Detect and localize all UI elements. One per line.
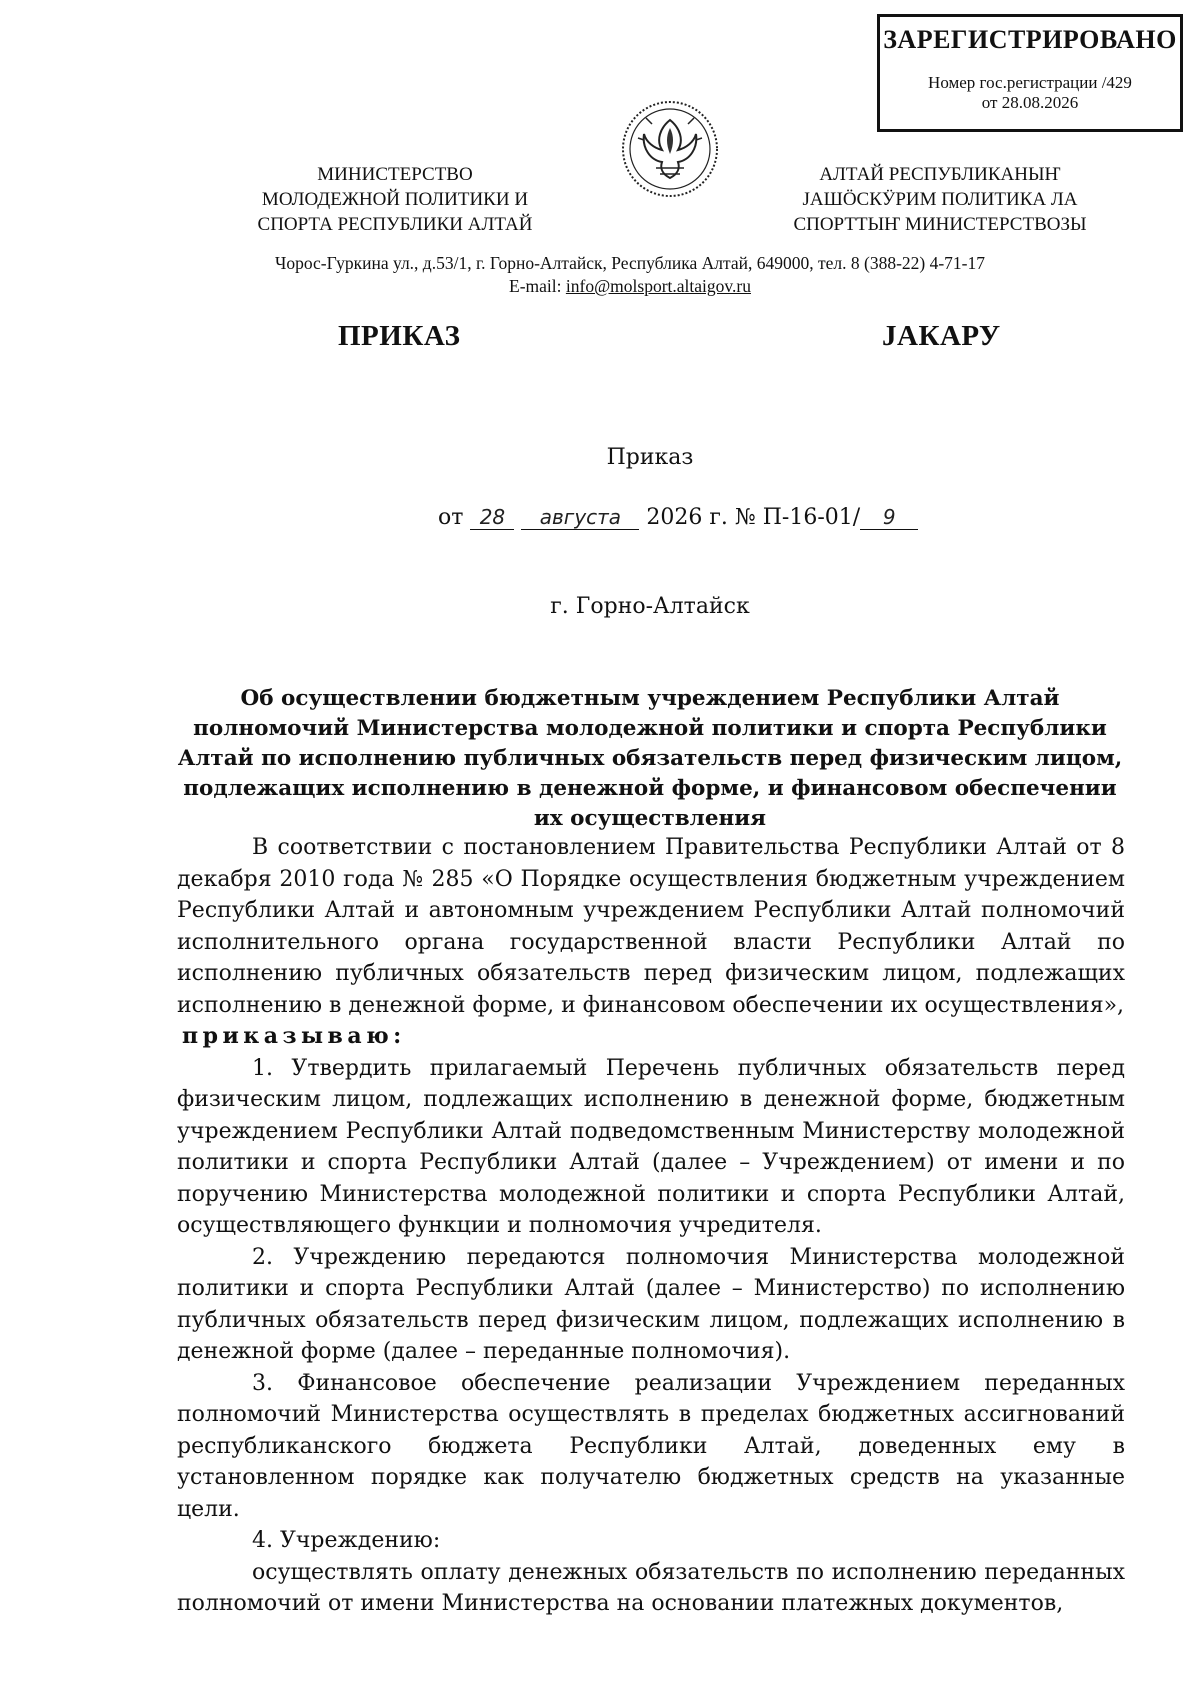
email-label: E-mail: xyxy=(509,276,562,296)
handwritten-month: августа xyxy=(521,505,639,530)
orders-word-paragraph xyxy=(177,1021,1125,1053)
altai-republic-emblem-icon xyxy=(616,98,724,200)
handwritten-order-number: 9 xyxy=(860,505,918,530)
registration-stamp-title: ЗАРЕГИСТРИРОВАНО xyxy=(883,25,1177,54)
ministry-name-altai xyxy=(770,162,1110,237)
order-body xyxy=(177,832,1125,1620)
order-city: г. Горно-Алтайск xyxy=(550,594,750,619)
date-prefix: от xyxy=(438,505,464,530)
address-line: Чорос-Гуркина ул., д.53/1, г. Горно-Алтайск, Республика Алтай, 649000, тел. 8 (388-22) 4-71-17 xyxy=(274,253,986,273)
clause-2: 2. Учреждению передаются полномочия Министерства молодежной политики и спорта Республики Алтай (далее – Министерство) по исполнению публичных обязательств перед физическим лицом, подлежащих исполнению в денежной форме (далее – переданные полномочия). xyxy=(177,1244,1125,1364)
orders-word: приказываю: xyxy=(182,1023,406,1049)
registration-number: Номер гос.регистрации /429 xyxy=(928,73,1132,92)
clause-3: 3. Финансовое обеспечение реализации Учреждением переданных полномочий Министерства осуществлять в пределах бюджетных ассигнований республиканского бюджета Республики Алтай, доведенных ему в установленном порядке как получателю бюджетных средств на указанные цели. xyxy=(177,1370,1125,1522)
doc-type-altai: ЈАКАРУ xyxy=(882,320,1001,352)
doc-type-russian: ПРИКАЗ xyxy=(338,320,461,352)
order-heading: Приказ xyxy=(606,445,694,470)
order-subject: Об осуществлении бюджетным учреждением Республики Алтай полномочий Министерства молодежной политики и спорта Республики Алтай по исполнению публичных обязательств перед физическим лицом, подлежащих исполнению в денежной форме, и финансовом обеспечении их осуществления xyxy=(177,686,1123,831)
ministry-name-russian xyxy=(230,162,560,237)
registration-stamp xyxy=(877,14,1183,132)
preamble-paragraph: В соответствии с постановлением Правительства Республики Алтай от 8 декабря 2010 года № 285 «О Порядке осуществления бюджетным учреждением Республики Алтай и автономным учреждением Республики Алтай полномочий исполнительного органа государственной власти Республики Алтай по исполнению публичных обязательств перед физическим лицом, подлежащих исполнению в денежной форме, и финансовом обеспечении их осуществления», xyxy=(177,835,1125,1018)
year-and-number: 2026 г. № П-16-01/ xyxy=(646,505,861,530)
ministry-ru-line-2: МОЛОДЕЖНОЙ ПОЛИТИКИ И xyxy=(261,189,529,210)
ministry-alt-line-2: ЈАШӦСКӰРИМ ПОЛИТИКА ЛА xyxy=(802,189,1078,210)
registration-date: от 28.08.2026 xyxy=(981,93,1079,112)
clause-4: 4. Учреждению: xyxy=(252,1528,441,1553)
email-line xyxy=(150,275,1110,298)
ministry-ru-line-3: СПОРТА РЕСПУБЛИКИ АЛТАЙ xyxy=(257,214,533,235)
email-link[interactable]: info@molsport.altaigov.ru xyxy=(565,276,751,296)
ministry-address xyxy=(150,252,1110,298)
order-date-number xyxy=(438,505,918,530)
ministry-alt-line-1: АЛТАЙ РЕСПУБЛИКАНЫҤ xyxy=(819,164,1061,185)
clause-1: 1. Утвердить прилагаемый Перечень публичных обязательств перед физическим лицом, подлежащих исполнению в денежной форме, бюджетным учреждением Республики Алтай подведомственным Министерству молодежной политики и спорта Республики Алтай (далее – Учреждением) от имени и по поручению Министерства молодежной политики и спорта Республики Алтай, осуществляющего функции и полномочия учредителя. xyxy=(177,1055,1125,1238)
handwritten-day: 28 xyxy=(470,505,514,530)
ministry-alt-line-3: СПОРТТЫҤ МИНИСТЕРСТВОЗЫ xyxy=(793,214,1087,235)
clause-4-subitem: осуществлять оплату денежных обязательств по исполнению переданных полномочий от имени Министерства на основании платежных документов, xyxy=(177,1559,1125,1616)
ministry-ru-line-1: МИНИСТЕРСТВО xyxy=(317,164,473,185)
